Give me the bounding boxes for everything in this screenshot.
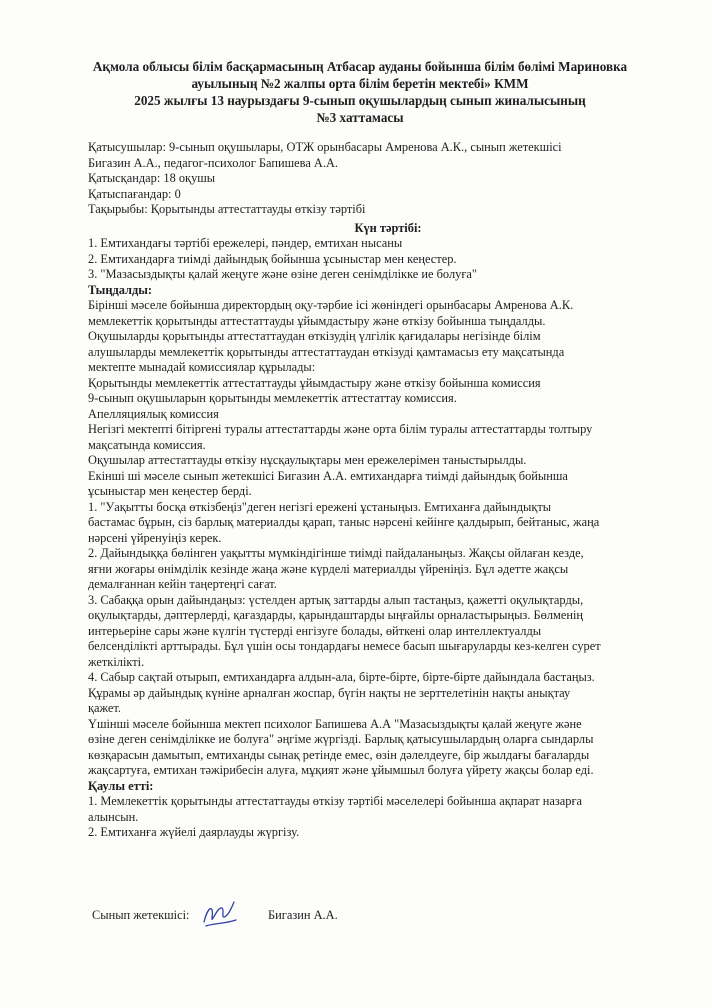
participants-line-1: Қатысушылар: 9-сынып оқушылары, ОТЖ орынбасары Амренова А.К., сынып жетекшісі [88,140,562,154]
decided-title: Қаулы етті: [88,778,154,793]
heard-line: интерьеріне сары және күлгін түстерді енгізуге болады, өйткені олар интеллектуалды [88,623,542,638]
heard-line: демалғаннан кейін таңертеңгі сағат. [88,577,277,591]
heard-line: Екінші ші мәселе сынып жетекшісі Бигазин А.А. емтихандарға тиімді дайындық бойынша [88,468,568,483]
heard-section [88,298,688,779]
heard-line: өзіне деген сенімділікке ие болуға" әңгіме жүргізді. Барлық қатысушылардың оларға сындарлы [88,732,594,746]
heard-line: оқулықтарды, дәптерлерді, қағаздарды, қарындаштарды ыңғайлы орналастырыңыз. Бөлменің [88,608,584,622]
agenda-item: 1. Емтихандағы тәртібі ережелері, пәндер, емтихан нысаны [88,236,403,250]
heard-line: мемлекеттік қорытынды аттестаттауды ұйымдастыру және өткізу бойынша тыңдалды. [88,313,546,328]
heard-line: мақсатында комиссия. [88,437,206,452]
heard-line: алушыларды мемлекеттік қорытынды аттестаттаудан өткізуді қамтамасыз ету мақсатында [88,344,565,359]
participants-line-2: Бигазин А.А., педагог-психолог Бапишева А.А. [88,155,339,170]
signatory-name: Бигазин А.А. [268,908,338,922]
document-header [40,58,680,126]
heard-line: бастамас бұрын, сіз барлық материалды қарап, таныс нәрсені кейінге қалдырып, бейтаныс, жаңа [88,515,600,529]
heard-line: Негізгі мектепті бітіргені туралы аттестаттарды және орта білім туралы аттестаттарды толтыру [88,422,593,436]
heard-line: 3. Сабаққа орын дайындаңыз: үстелден артық заттарды алып тастаңыз, қажетті оқулықтарды, [88,592,584,607]
heard-line: Құрамы әр дайындық күніне арналған жоспар, бүгін нақты не зерттелетінін нақты анықтау [88,685,571,700]
signature-block [92,904,692,934]
handwritten-signature-icon [200,898,240,932]
meeting-topic: Тақырыбы: Қорытынды аттестаттауды өткізу тәртібі [88,202,366,216]
decision-item-1-line-1: 1. Мемлекеттік қорытынды аттестаттауды өткізу тәртібі мәселелері бойынша ақпарат назарға [88,794,583,808]
heard-line: Оқушылар аттестаттауды өткізу нұсқаулықтары мен ережелерімен таныстырылды. [88,453,527,467]
header-line-4: №3 хаттамасы [316,110,404,125]
heard-line: қажет. [88,701,121,715]
heard-line: ұсыныстар мен кеңестер берді. [88,484,252,498]
heard-line: 4. Сабыр сақтай отырып, емтихандарға алдын-ала, бірте-бірте, бірте-бірте дайындала бастаңыз. [88,670,595,684]
heard-line: нәрсені үйренуіңіз керек. [88,530,222,545]
agenda-item: 2. Емтихандарға тиімді дайындық бойынша ұсыныстар мен кеңестер. [88,251,457,266]
heard-line: Оқушыларды қорытынды аттестаттаудан өткізудің үлгілік қағидалары негізінде білім [88,329,541,343]
heard-line: яғни жоғары өнімділік кезінде жаңа және күрделі материалды үйреніңіз. Бұл әдетте жақсы [88,561,569,576]
document-body [88,140,688,841]
header-line-2: ауылының №2 жалпы орта білім беретін мектебі» КММ [191,76,529,91]
agenda-title: Күн тәртібі: [354,220,422,235]
agenda-item: 3. "Мазасыздықты қалай жеңуге және өзіне деген сенімділікке ие болуға" [88,267,477,281]
signature-label: Сынып жетекшісі: [92,908,190,922]
heard-line: белсенділікті арттырады. Бұл үшін осы тондардағы немесе басып шығаруларды кез-келген сурет [88,639,601,653]
attended-count: Қатысқандар: 18 оқушы [88,171,216,185]
heard-line: жеткілікті. [88,654,145,669]
header-line-1: Ақмола облысы білім басқармасының Атбасар ауданы бойынша білім бөлімі Мариновка [92,59,628,74]
heard-line: Үшінші мәселе бойынша мектеп психолог Бапишева А.А "Мазасыздықты қалай жеңуге және [88,716,582,731]
decision-item-1-line-2: алынсын. [88,809,139,824]
heard-line: жақсартуға, емтихан тәжірибесін алуға, мұқият және ұйымшыл болуға үйрету жақсы болар еді. [88,763,594,777]
heard-line: 2. Дайындыққа бөлінген уақытты мүмкіндігінше тиімді пайдаланыңыз. Жақсы ойлаған кезде, [88,546,584,560]
absent-count: Қатыспағандар: 0 [88,186,181,201]
decision-item-2: 2. Емтиханға жүйелі даярлауды жүргізу. [88,825,300,839]
heard-line: Апелляциялық комиссия [88,406,219,421]
heard-line: көзқарасын дамытып, емтиханды сынақ ретінде емес, өзін дәлелдеуге, бір жылдағы бағаларды [88,747,590,762]
heard-line: мектепте мынадай комиссиялар құрылады: [88,360,316,374]
heard-line: 1. "Уақытты босқа өткізбеңіз"деген негізгі ережені ұстаныңыз. Емтиханға дайындықты [88,499,552,514]
heard-line: Бірінші мәселе бойынша директордың оқу-тәрбие ісі жөніндегі орынбасары Амренова А.К. [88,298,574,312]
heard-title: Тыңдалды: [88,282,153,297]
heard-line: 9-сынып оқушыларын қорытынды мемлекеттік аттестаттау комиссия. [88,391,457,405]
heard-line: Қорытынды мемлекеттік аттестаттауды ұйымдастыру және өткізу бойынша комиссия [88,375,541,390]
header-line-3: 2025 жылғы 13 наурыздағы 9-сынып оқушылардың сынып жиналысының [134,93,586,108]
